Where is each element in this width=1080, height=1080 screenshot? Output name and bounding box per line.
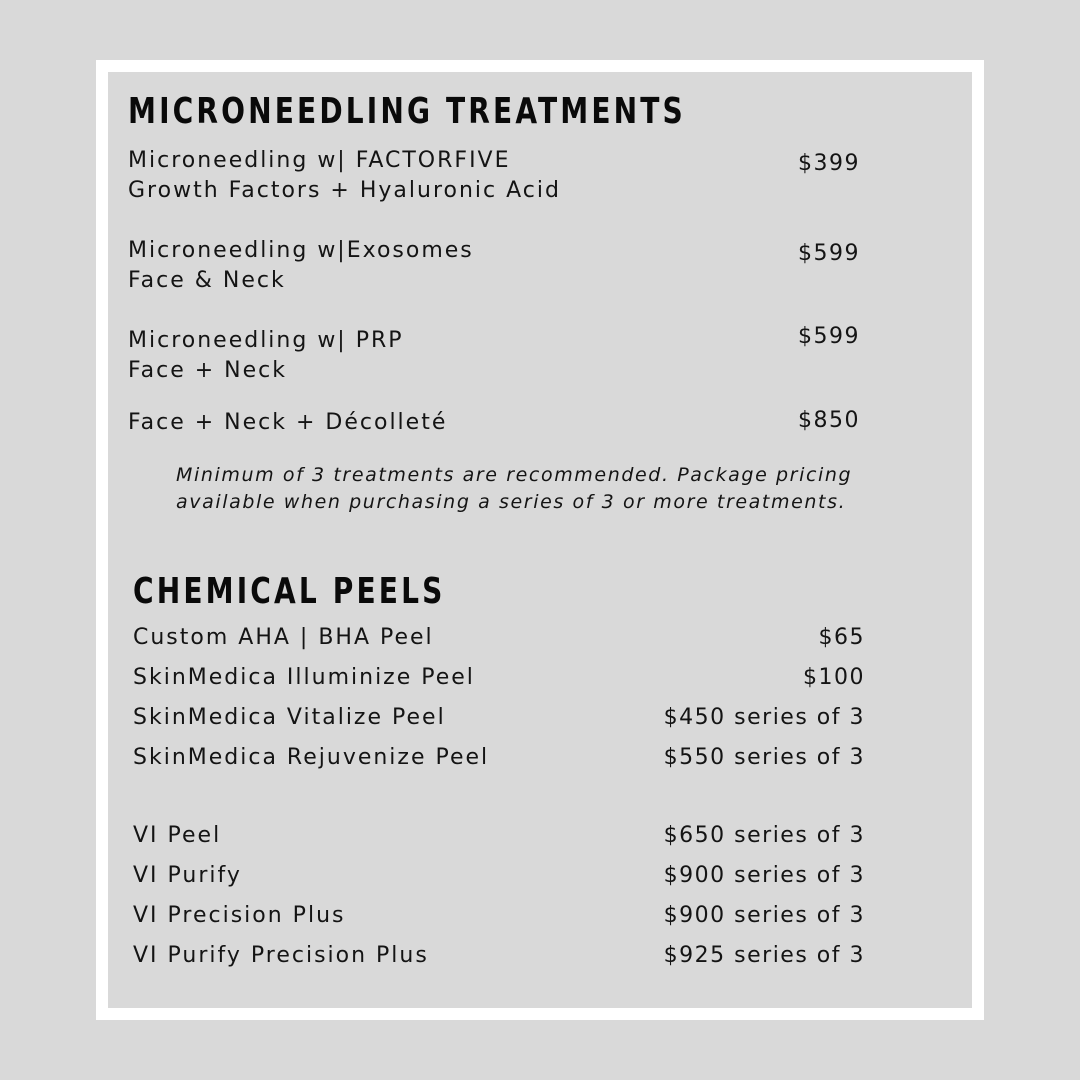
microneedling-item-3-price: $599 (798, 324, 860, 349)
peel-item-2-name: SkinMedica Illuminize Peel (133, 665, 475, 690)
peels-title: CHEMICAL PEELS (133, 571, 446, 612)
peel-item-5-name: VI Peel (133, 823, 222, 848)
peel-item-6-name: VI Purify (133, 863, 242, 888)
microneedling-item-1-price: $399 (798, 151, 860, 176)
peel-item-6-price: $900 series of 3 (663, 863, 865, 888)
peel-item-4-price: $550 series of 3 (663, 745, 865, 770)
peel-item-2-price: $100 (803, 665, 865, 690)
peel-item-1-name: Custom AHA | BHA Peel (133, 625, 434, 650)
peel-item-3-price: $450 series of 3 (663, 705, 865, 730)
microneedling-title: MICRONEEDLING TREATMENTS (128, 91, 686, 132)
microneedling-item-4-price: $850 (798, 408, 860, 433)
microneedling-note-line2: available when purchasing a series of 3 or more treatments. (176, 491, 847, 513)
peel-item-5-price: $650 series of 3 (663, 823, 865, 848)
peel-item-8-name: VI Purify Precision Plus (133, 943, 429, 968)
peel-item-8-price: $925 series of 3 (663, 943, 865, 968)
microneedling-item-4-line1: Face + Neck + Décolleté (128, 410, 448, 435)
microneedling-item-3-line1: Microneedling w| PRP (128, 328, 404, 353)
microneedling-note-line1: Minimum of 3 treatments are recommended. Package pricing (176, 464, 853, 486)
microneedling-item-2-line1: Microneedling w|Exosomes (128, 238, 474, 263)
microneedling-item-2-price: $599 (798, 241, 860, 266)
peel-item-7-name: VI Precision Plus (133, 903, 346, 928)
microneedling-item-1-line1: Microneedling w| FACTORFIVE (128, 148, 511, 173)
microneedling-item-2-line2: Face & Neck (128, 268, 286, 293)
peel-item-3-name: SkinMedica Vitalize Peel (133, 705, 446, 730)
peel-item-1-price: $65 (818, 625, 865, 650)
microneedling-item-1-line2: Growth Factors + Hyaluronic Acid (128, 178, 561, 203)
peel-item-4-name: SkinMedica Rejuvenize Peel (133, 745, 490, 770)
microneedling-item-3-line2: Face + Neck (128, 358, 287, 383)
peel-item-7-price: $900 series of 3 (663, 903, 865, 928)
